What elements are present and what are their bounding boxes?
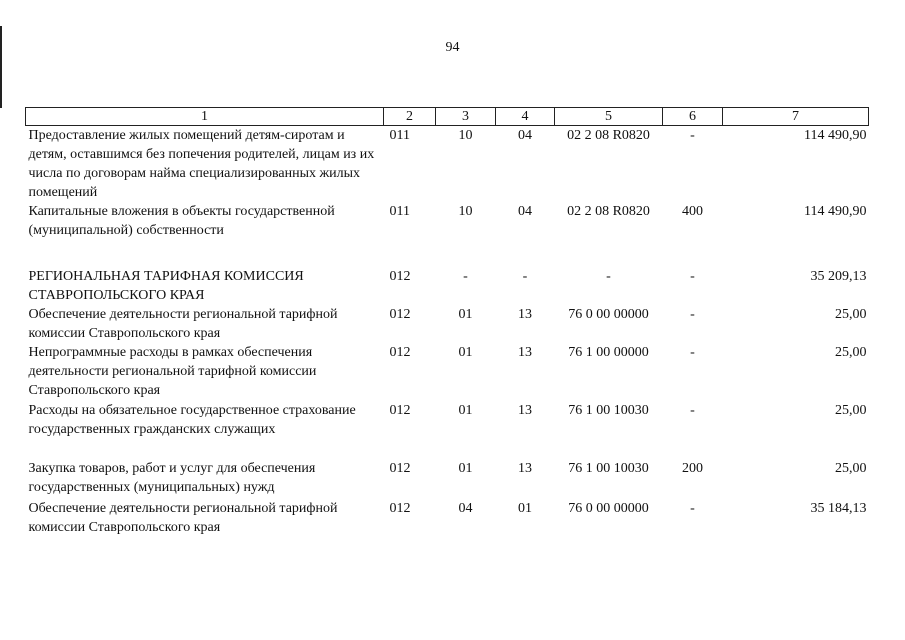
row-amount: 114 490,90 [804,204,867,219]
row-amount: 25,00 [835,345,867,360]
row-code-3: 01 [458,461,473,476]
row-amount: 25,00 [835,461,867,476]
row-code-6: 200 [682,461,703,476]
column-header: 2 [384,108,436,126]
row-amount: 114 490,90 [804,128,867,143]
row-code-5: 02 2 08 R0820 [567,204,650,219]
table-row [26,459,869,499]
row-code-5: 02 2 08 R0820 [567,128,650,143]
row-code-6: 400 [682,204,703,219]
row-code-6: - [690,128,695,143]
row-code-2: 012 [389,501,411,516]
table-row [26,267,869,305]
column-header: 3 [436,108,496,126]
table-row [26,343,869,401]
row-name: Непрограммные расходы в рамках обеспечения деятельности региональной тарифной комиссии Ставропольского края [28,345,317,398]
column-header: 6 [663,108,723,126]
table-row [26,305,869,343]
row-code-6: - [690,501,695,516]
table-spacer-row [26,242,869,267]
row-code-2: 012 [389,345,411,360]
budget-table [25,107,869,537]
row-code-2: 012 [389,269,411,284]
row-amount: 25,00 [835,403,867,418]
row-name: Капитальные вложения в объекты государственной (муниципальной) собственности [28,204,335,238]
row-code-4: 13 [518,345,532,360]
row-amount: 35 209,13 [810,269,867,284]
row-code-5: 76 1 00 10030 [568,461,649,476]
row-name: Обеспечение деятельности региональной тарифной комиссии Ставропольского края [28,501,338,535]
column-header: 5 [555,108,663,126]
row-amount: 25,00 [835,307,867,322]
row-name: Обеспечение деятельности региональной тарифной комиссии Ставропольского края [28,307,338,341]
row-code-6: - [690,269,695,284]
row-code-3: 01 [458,307,473,322]
row-code-5: 76 1 00 10030 [568,403,649,418]
row-name: РЕГИОНАЛЬНАЯ ТАРИФНАЯ КОМИССИЯ СТАВРОПОЛЬСКОГО КРАЯ [28,269,304,303]
row-code-2: 011 [389,128,410,143]
row-code-4: 01 [518,501,532,516]
page-number: 94 [445,40,460,55]
table-row [26,202,869,242]
row-code-4: - [522,269,528,284]
table-header-row [26,108,869,126]
row-name: Расходы на обязательное государственное страхование государственных гражданских служащих [28,403,356,437]
row-name: Закупка товаров, работ и услуг для обеспечения государственных (муниципальных) нужд [28,461,316,495]
column-header: 1 [26,108,384,126]
row-code-4: 04 [518,128,532,143]
row-code-2: 012 [389,461,411,476]
row-code-5: 76 0 00 00000 [568,501,649,516]
row-code-3: - [463,269,468,284]
row-code-3: 01 [458,403,473,418]
row-code-2: 012 [389,403,411,418]
row-code-5: 76 0 00 00000 [568,307,649,322]
row-code-4: 13 [518,461,532,476]
row-code-4: 13 [518,307,532,322]
column-header: 4 [496,108,555,126]
row-code-4: 13 [518,403,532,418]
row-amount: 35 184,13 [810,501,867,516]
left-margin-rule [0,26,2,108]
row-code-4: 04 [518,204,532,219]
row-name: Предоставление жилых помещений детям-сиротам и детям, оставшимся без попечения родителей, лицам из их числа по договорам найма специализированных жилых помещений [28,128,375,200]
column-header: 7 [723,108,869,126]
table-row [26,126,869,203]
row-code-2: 011 [389,204,410,219]
row-code-3: 10 [458,204,473,219]
row-code-5: - [606,269,611,284]
row-code-2: 012 [389,307,411,322]
row-code-3: 10 [458,128,473,143]
table-row [26,401,869,459]
row-code-5: 76 1 00 00000 [568,345,649,360]
table-row [26,499,869,537]
row-code-6: - [690,307,695,322]
row-code-3: 01 [458,345,473,360]
row-code-6: - [690,345,695,360]
row-code-6: - [690,403,695,418]
row-code-3: 04 [458,501,473,516]
